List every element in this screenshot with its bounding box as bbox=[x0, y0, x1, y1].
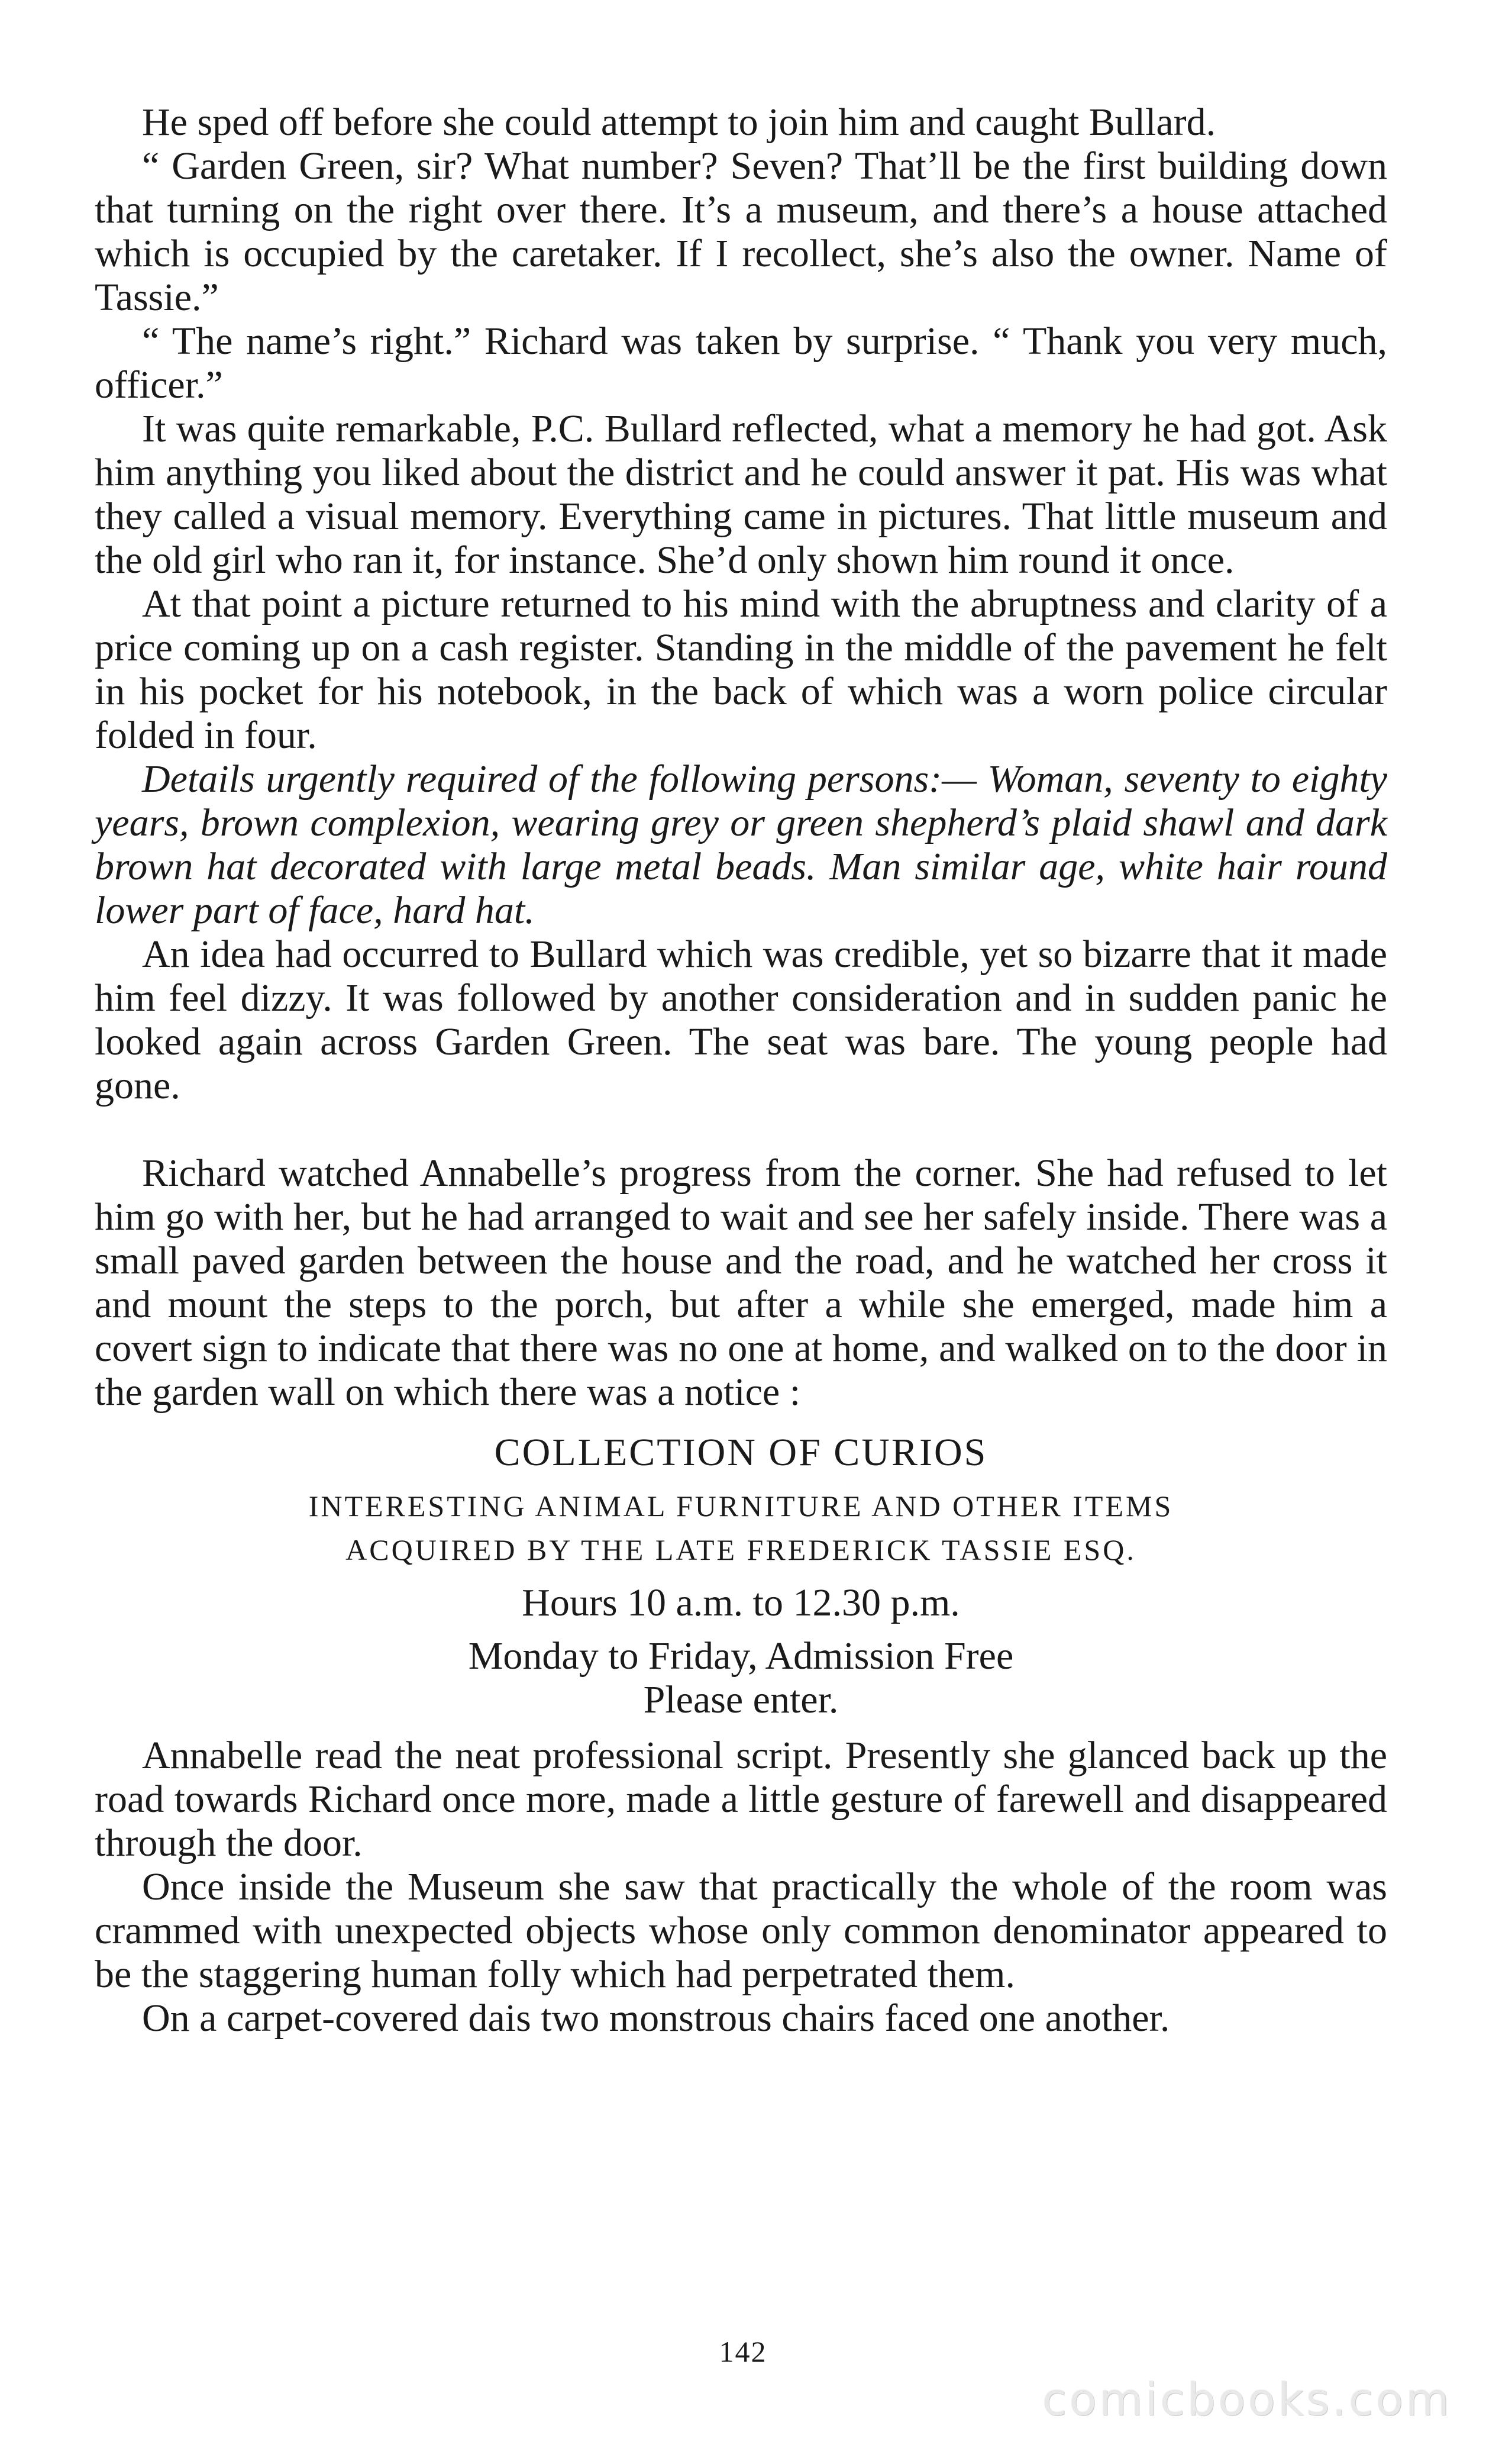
paragraph: An idea had occurred to Bullard which was credible, yet so bizarre that it made him feel dizzy. It was followed by another consideration and in sudden panic he looked again across Garden Green. The seat was bare. The young people had gone. bbox=[95, 933, 1387, 1107]
museum-notice bbox=[95, 1431, 1387, 1722]
notice-enter: Please enter. bbox=[643, 1678, 839, 1721]
paragraph: “ Garden Green, sir? What number? Seven? That’ll be the first building down that turning on the right over there. It’s a museum, and there’s a house attached which is occupied by the caretaker. If I recollect, she’s also the owner. Name of Tassie.” bbox=[95, 144, 1387, 319]
notice-days: Monday to Friday, Admission Free bbox=[468, 1634, 1014, 1678]
paragraph: It was quite remarkable, P.C. Bullard reflected, what a memory he had got. Ask him anything you liked about the district and he could answer it pat. His was what they called a visual memory. Everything came in pictures. That little museum and the old girl who ran it, for instance. She’d only shown him round it once. bbox=[95, 407, 1387, 582]
paragraph: On a carpet-covered dais two monstrous chairs faced one another. bbox=[142, 1997, 1170, 2040]
paragraph: Richard watched Annabelle’s progress from the corner. She had refused to let him go with her, but he had arranged to wait and see her safely inside. There was a small paved garden between the house and the road, and he watched her cross it and mount the steps to the porch, but after a while she emerged, made him a covert sign to indicate that there was no one at home, and walked on to the door in the garden wall on which there was a notice : bbox=[95, 1152, 1387, 1414]
paragraph: At that point a picture returned to his mind with the abruptness and clarity of a price coming up on a cash register. Standing in the middle of the pavement he felt in his pocket for his notebook, in the back of which was a worn police circular folded in four. bbox=[95, 582, 1387, 757]
paragraph: “ The name’s right.” Richard was taken by surprise. “ Thank you very much, officer.” bbox=[95, 320, 1387, 407]
page-number: 142 bbox=[719, 2335, 767, 2368]
section-break bbox=[95, 1108, 1387, 1152]
paragraph: Annabelle read the neat professional script. Presently she glanced back up the road towards Richard once more, made a little gesture of farewell and disappeared through the door. bbox=[95, 1734, 1387, 1865]
notice-subtitle-line: INTERESTING ANIMAL FURNITURE AND OTHER ITEMS bbox=[308, 1489, 1174, 1523]
police-circular-paragraph: Details urgently required of the following persons:— Woman, seventy to eighty years, brown complexion, wearing grey or green shepherd’s plaid shawl and dark brown hat decorated with large metal beads. Man similar age, white hair round lower part of face, hard hat. bbox=[95, 757, 1387, 932]
notice-subtitle-line: ACQUIRED BY THE LATE FREDERICK TASSIE ESQ. bbox=[345, 1533, 1136, 1566]
notice-gap bbox=[95, 1572, 1387, 1581]
book-page bbox=[95, 101, 1387, 2040]
notice-hours: Hours 10 a.m. to 12.30 p.m. bbox=[522, 1581, 960, 1624]
watermark: comicbooks.com bbox=[1042, 2373, 1452, 2426]
notice-title: COLLECTION OF CURIOS bbox=[494, 1431, 988, 1474]
paragraph: He sped off before she could attempt to join him and caught Bullard. bbox=[142, 101, 1216, 144]
notice-gap bbox=[95, 1625, 1387, 1634]
paragraph: Once inside the Museum she saw that practically the whole of the room was crammed with unexpected objects whose only common denominator appeared to be the staggering human folly which had perpetrated them. bbox=[95, 1865, 1387, 1996]
